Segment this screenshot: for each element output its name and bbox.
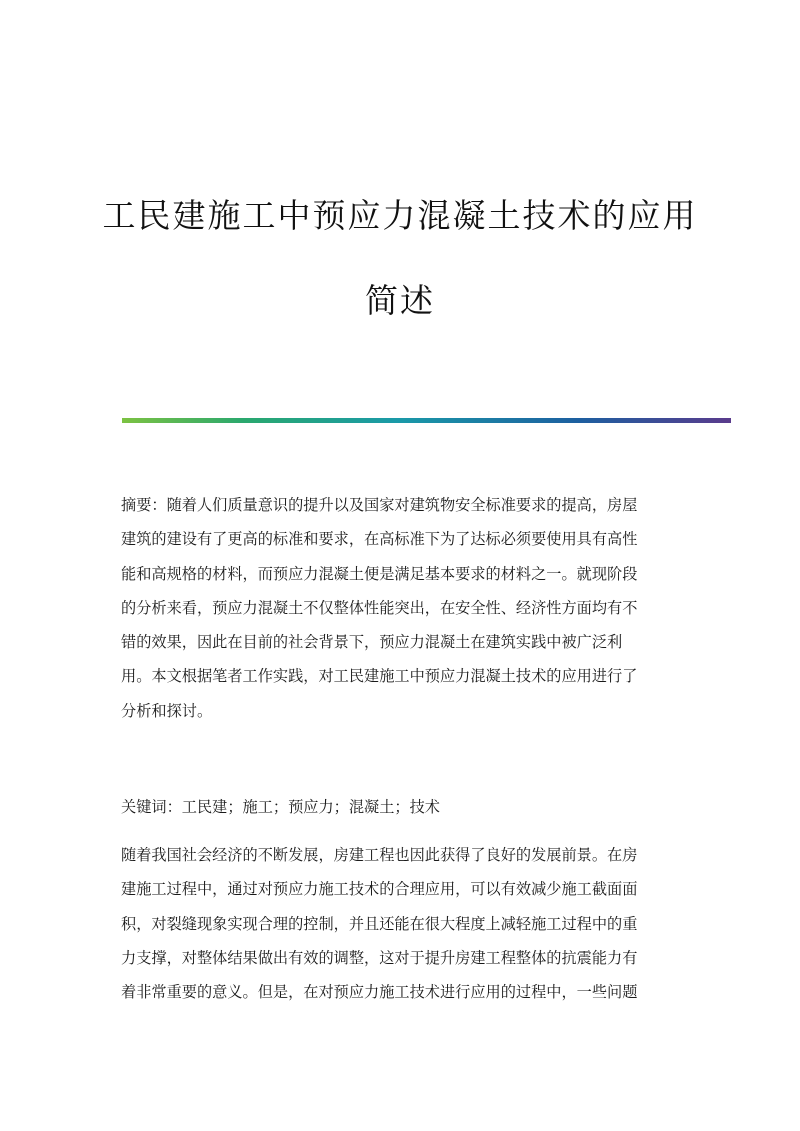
document-title-line-1: 工民建施工中预应力混凝土技术的应用 xyxy=(102,196,698,235)
document-title-line-2: 简述 xyxy=(365,281,435,320)
keywords-line: 关键词：工民建；施工；预应力；混凝土；技术 xyxy=(121,798,440,816)
body-paragraph xyxy=(121,838,681,1009)
abstract-line: 能和高规格的材料，而预应力混凝土便是满足基本要求的材料之一。就现阶段 xyxy=(121,564,638,583)
paragraph-line: 力支撑，对整体结果做出有效的调整，这对于提升房建工程整体的抗震能力有 xyxy=(121,948,638,967)
abstract-line: 分析和探讨。 xyxy=(121,701,213,720)
paragraph-line: 着非常重要的意义。但是，在对预应力施工技术进行应用的过程中，一些问题 xyxy=(121,983,638,1002)
abstract-line: 的分析来看，预应力混凝土不仅整体性能突出，在安全性、经济性方面均有不 xyxy=(121,598,638,617)
title-divider xyxy=(122,418,731,423)
abstract-line: 建筑的建设有了更高的标准和要求，在高标准下为了达标必须要使用具有高性 xyxy=(121,530,638,549)
paragraph-line: 积，对裂缝现象实现合理的控制，并且还能在很大程度上减轻施工过程中的重 xyxy=(121,914,638,933)
abstract-line: 摘要：随着人们质量意识的提升以及国家对建筑物安全标准要求的提高，房屋 xyxy=(121,496,638,514)
abstract-line: 错的效果，因此在目前的社会背景下，预应力混凝土在建筑实践中被广泛利 xyxy=(121,633,623,652)
paragraph-line: 随着我国社会经济的不断发展，房建工程也因此获得了良好的发展前景。在房 xyxy=(121,846,638,864)
abstract xyxy=(121,488,681,728)
abstract-line: 用。本文根据笔者工作实践，对工民建施工中预应力混凝土技术的应用进行了 xyxy=(121,667,638,686)
keywords xyxy=(121,790,681,824)
paragraph-line: 建施工过程中，通过对预应力施工技术的合理应用，可以有效减少施工截面面 xyxy=(121,880,638,899)
